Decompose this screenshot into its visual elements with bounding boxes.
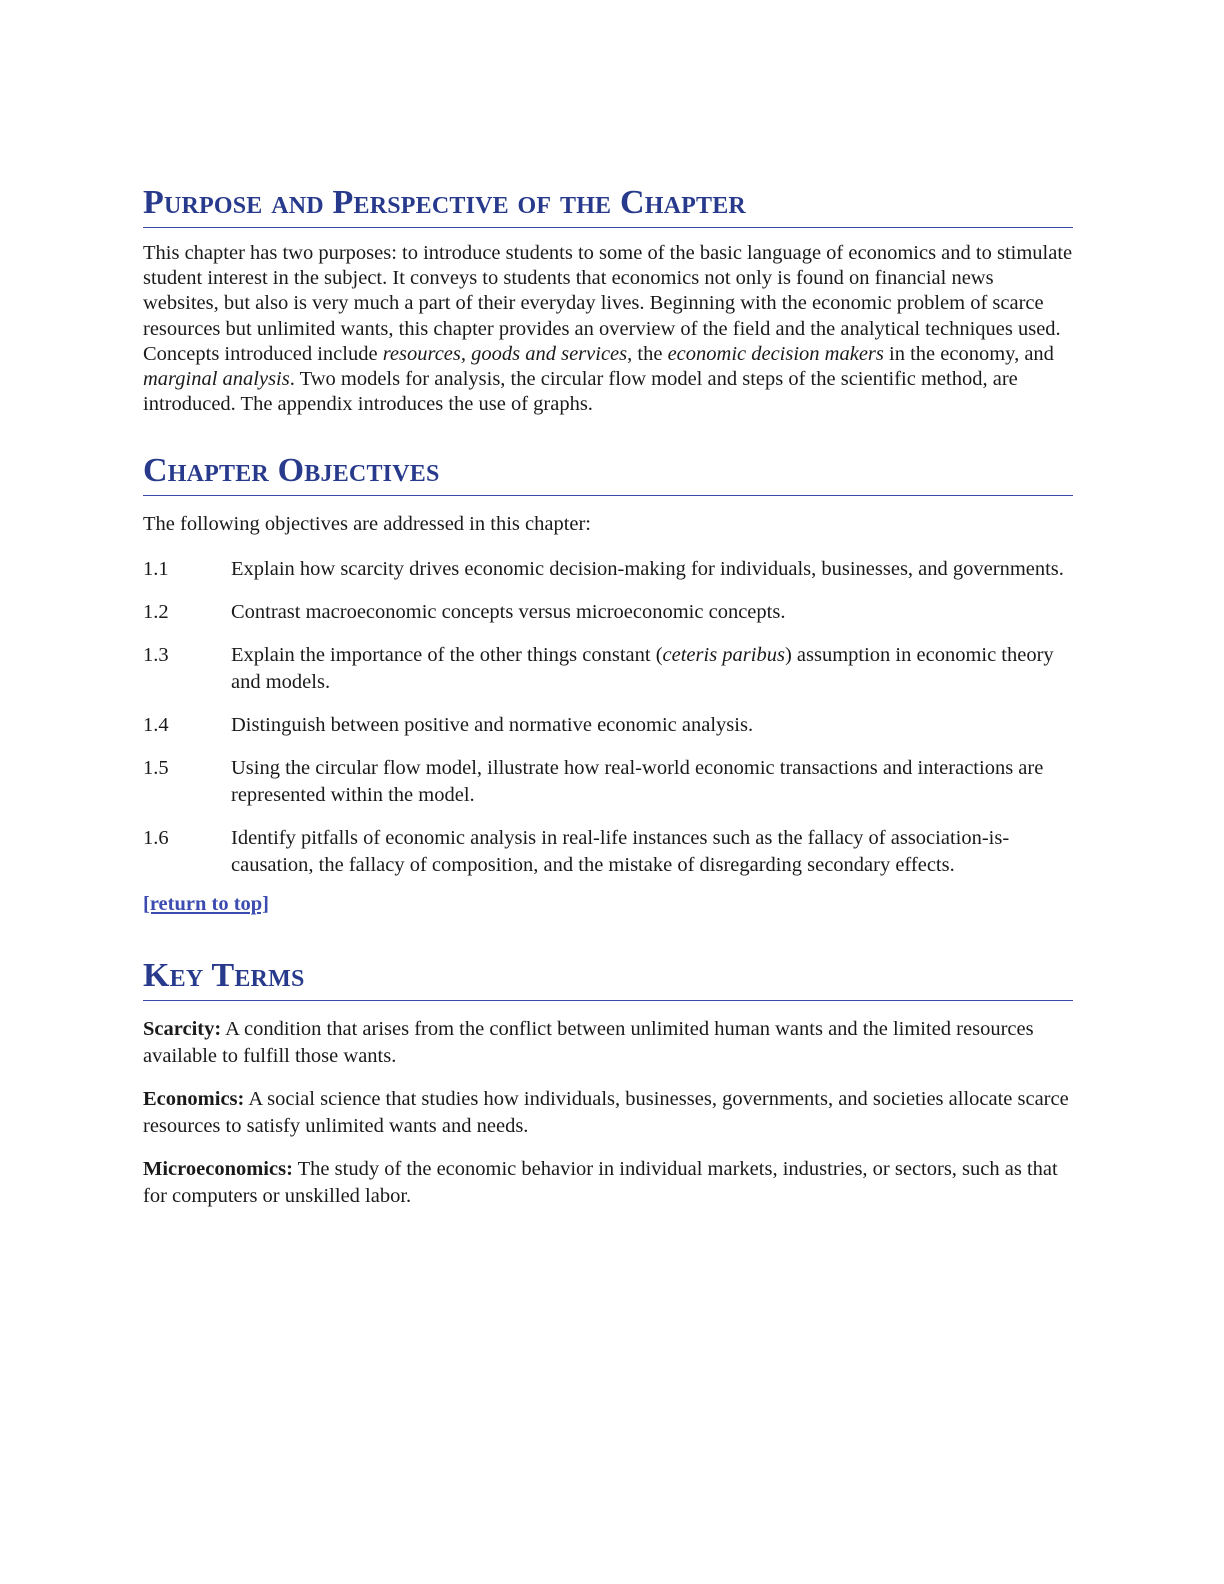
purpose-italic-3: marginal analysis (143, 368, 290, 391)
objective-item (143, 825, 1073, 879)
objective-item (143, 712, 1073, 739)
objective-number: 1.2 (143, 600, 169, 623)
objective-item (143, 642, 1073, 696)
objective-number: 1.5 (143, 756, 169, 779)
key-term-name: Economics: (143, 1087, 245, 1110)
objective-text: Distinguish between positive and normative economic analysis. (231, 713, 754, 736)
key-term-definition: A condition that arises from the conflict between unlimited human wants and the limited resources available to fulfill those wants. (143, 1017, 1034, 1067)
objective-text-after: ) assumption in economic theory and models. (231, 643, 1054, 693)
key-term-item (143, 1086, 1073, 1140)
objective-text-before: Explain the importance of the other things constant ( (231, 643, 663, 666)
key-term-name: Scarcity: (143, 1017, 222, 1040)
purpose-italic-1: resources, goods and services (382, 342, 628, 365)
objective-number: 1.1 (143, 557, 169, 580)
objective-number: 1.3 (143, 643, 169, 666)
objectives-heading: Chapter Objectives (143, 451, 1073, 496)
objective-text: Identify pitfalls of economic analysis in real-life instances such as the fallacy of association-is-causation, the fallacy of composition, and the mistake of disregarding secondary effects. (231, 826, 1010, 876)
objective-number: 1.6 (143, 826, 169, 849)
purpose-paragraph (143, 241, 1073, 417)
purpose-text-1: This chapter has two purposes: to introduce students to some of the basic language of economics and to stimulate student interest in the subject. It conveys to students that economics not only is found on financial news websites, but also is very much a part of their everyday lives. Beginning with the economic problem of scarce resources but unlimited wants, this chapter provides an overview of the field and the analytical techniques used. Concepts introduced include (143, 242, 1073, 365)
objective-number: 1.4 (143, 713, 169, 736)
key-term-definition: A social science that studies how individuals, businesses, governments, and societies allocate scarce resources to satisfy unlimited wants and needs. (143, 1087, 1069, 1137)
objective-text: Explain how scarcity drives economic decision-making for individuals, businesses, and governments. (231, 557, 1064, 580)
key-terms-heading: Key Terms (143, 956, 1073, 1001)
key-term-item (143, 1016, 1073, 1070)
objectives-list (143, 556, 1073, 879)
purpose-text-3: in the economy, and (883, 342, 1054, 365)
document-page (143, 183, 1073, 1226)
objective-text: Contrast macroeconomic concepts versus microeconomic concepts. (231, 600, 786, 623)
purpose-heading: Purpose and Perspective of the Chapter (143, 183, 1073, 228)
objective-italic: ceteris paribus (662, 643, 785, 666)
objective-item (143, 755, 1073, 809)
key-term-name: Microeconomics: (143, 1157, 293, 1180)
key-terms-list (143, 1016, 1073, 1210)
objective-item (143, 556, 1073, 583)
objectives-intro: The following objectives are addressed in this chapter: (143, 513, 592, 536)
objective-text (231, 642, 1073, 696)
objective-text: Using the circular flow model, illustrate how real-world economic transactions and interactions are represented within the model. (231, 756, 1044, 806)
key-term-item (143, 1156, 1073, 1210)
purpose-text-4: . Two models for analysis, the circular flow model and steps of the scientific method, are introduced. The appendix introduces the use of graphs. (143, 368, 1018, 416)
key-term-definition: The study of the economic behavior in individual markets, industries, or sectors, such as that for computers or unskilled labor. (143, 1157, 1058, 1207)
purpose-italic-2: economic decision makers (667, 342, 884, 365)
return-to-top-link[interactable]: [return to top] (143, 892, 270, 915)
objective-item (143, 599, 1073, 626)
purpose-text-2: , the (627, 342, 668, 365)
